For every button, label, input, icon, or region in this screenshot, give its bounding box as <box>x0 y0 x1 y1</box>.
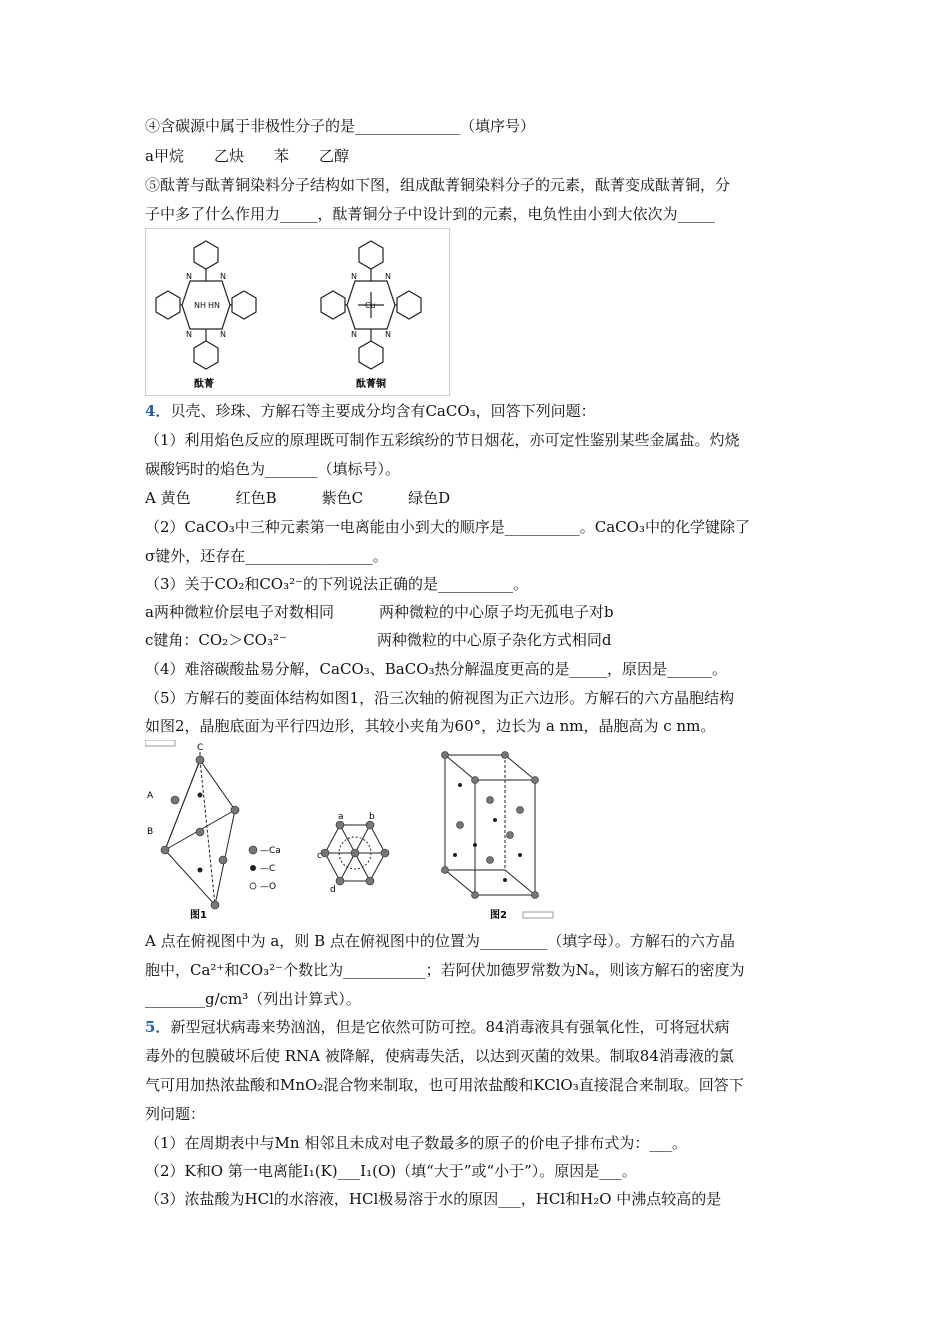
n-atom: N <box>385 272 391 281</box>
benzene-ring-left-right <box>321 291 345 319</box>
ca-ion <box>196 828 204 836</box>
benzene-ring-bottom-right <box>359 341 383 369</box>
q3-part4-options: a甲烷 乙炔 苯 乙醇 <box>145 147 349 165</box>
label-hex-b: b <box>369 812 375 822</box>
q4-sub2-line1: （2）CaCO₃中三种元素第一电离能由小到大的顺序是__________。CaCO₃中的化学键除了 <box>145 518 750 536</box>
n-atom: N <box>220 272 226 281</box>
caption-phthalocyanine: 酞菁 <box>194 379 214 390</box>
label-a: A <box>147 791 154 801</box>
q4-sub5-line1: （5）方解石的菱面体结构如图1，沿三次轴的俯视图为正六边形。方解石的六方晶胞结构 <box>145 689 735 707</box>
benzene-ring-bottom-left <box>194 341 218 369</box>
c-atom <box>198 868 203 873</box>
n-atom: N <box>351 330 357 339</box>
n-atom: N <box>186 272 192 281</box>
label-hex-c: c <box>317 851 322 861</box>
q4-sub5-line3: A 点在俯视图中为 a，则 B 点在俯视图中的位置为_________（填字母）。方解石的六方晶 <box>145 932 735 950</box>
ca-ion <box>211 901 219 909</box>
q5-line3: 气可用加热浓盐酸和MnO₂混合物来制取，也可用浓盐酸和KClO₃直接混合来制取。回答下 <box>145 1076 744 1094</box>
q4-sub3-question: （3）关于CO₂和CO₃²⁻的下列说法正确的是__________。 <box>145 575 529 593</box>
legend-c: —C <box>260 864 276 874</box>
n-atom: N <box>186 330 192 339</box>
q3-part5-line1: ⑤酞菁与酞菁铜染料分子结构如下图，组成酞菁铜染料分子的元素，酞菁变成酞菁铜，分 <box>145 176 731 194</box>
atom-legend <box>249 846 281 892</box>
label-hex-a: a <box>338 812 344 822</box>
legend-o: —O <box>260 882 277 892</box>
phthalocyanine-structures <box>146 229 449 395</box>
ca-ion <box>196 756 204 764</box>
q4-sub5-line5: ________g/cm³（列出计算式）。 <box>145 990 361 1008</box>
benzene-ring-top-left <box>194 241 218 269</box>
n-atom: N <box>351 272 357 281</box>
ca-ion <box>161 846 169 854</box>
q4-sub3-options-cd: c键角：CO₂＞CO₃²⁻ 两种微粒的中心原子杂化方式相同d <box>145 631 612 649</box>
q4-sub1-options: A 黄色 红色B 紫色C 绿色D <box>145 489 451 507</box>
q5-stem: 新型冠状病毒来势汹汹，但是它依然可防可控。84消毒液具有强氧化性，可将冠状病 <box>170 1018 730 1036</box>
q5-number: 5． <box>145 1018 171 1036</box>
calcite-figures <box>145 740 575 920</box>
benzene-ring-top-right <box>359 241 383 269</box>
cu-atom: Cu <box>365 301 376 310</box>
q5-sub2: （2）K和O 第一电离能I₁(K)___I₁(O)（填“大于”或“小于”）。原因是___。 <box>145 1162 637 1180</box>
ca-ion <box>219 856 227 864</box>
label-c-top: C <box>197 743 204 753</box>
legend-o-symbol <box>250 883 256 889</box>
q5-sub3: （3）浓盐酸为HCl的水溶液，HCl极易溶于水的原因___，HCl和H₂O 中沸点较高的是 <box>145 1190 722 1208</box>
q3-part5-line2: 子中多了什么作用力_____，酞菁铜分子中设计到的元素，电负性由小到大依次为_____ <box>145 205 716 223</box>
n-atom: N <box>385 330 391 339</box>
caption-cu-phthalocyanine: 酞菁铜 <box>356 379 386 390</box>
legend-c-symbol <box>250 865 256 871</box>
n-atom: N <box>220 330 226 339</box>
fig2-caption: 图2 <box>490 910 507 920</box>
benzene-ring-left-left <box>156 291 180 319</box>
phthalocyanine-figure <box>145 228 450 396</box>
q5-line4: 列问题： <box>145 1105 206 1123</box>
q4-sub5-line4: 胞中，Ca²⁺和CO₃²⁻个数比为___________；若阿伏加德罗常数为Nₐ，则该方解石的密度为 <box>145 961 745 979</box>
q3-part4-question: ④含碳源中属于非极性分子的是______________（填序号） <box>145 117 536 135</box>
label-hex-d: d <box>330 885 336 895</box>
q4-number: 4． <box>145 402 171 420</box>
ca-ion <box>231 806 239 814</box>
ca-ion <box>171 796 179 804</box>
q4-sub5-line2: 如图2，晶胞底面为平行四边形，其较小夹角为60°，边长为 a nm，晶胞高为 c nm。 <box>145 717 716 735</box>
q4-sub3-options-ab: a两种微粒价层电子对数相同 两种微粒的中心原子均无孤电子对b <box>145 603 614 621</box>
label-b: B <box>147 827 154 837</box>
legend-ca-symbol <box>249 846 257 854</box>
q4-sub2-line2: σ键外，还存在_________________。 <box>145 547 388 565</box>
fig1-caption: 图1 <box>190 910 207 920</box>
q5-sub1: （1）在周期表中与Mn 相邻且未成对电子数最多的原子的价电子排布式为：___。 <box>145 1134 687 1152</box>
q4-sub1-line1: （1）利用焰色反应的原理既可制作五彩缤纷的节日烟花，亦可定性鉴别某些金属盐。灼烧 <box>145 431 740 449</box>
benzene-ring-right-right <box>397 291 421 319</box>
nh-group: NH <box>194 301 206 310</box>
q5-heading <box>145 1017 730 1037</box>
q4-stem: 贝壳、珍珠、方解石等主要成分均含有CaCO₃，回答下列问题： <box>170 402 596 420</box>
q4-heading <box>145 401 596 421</box>
hn-group: HN <box>208 301 220 310</box>
q4-sub4: （4）难溶碳酸盐易分解，CaCO₃、BaCO₃热分解温度更高的是_____，原因是______。 <box>145 660 728 678</box>
q5-line2: 毒外的包膜破坏后使 RNA 被降解，使病毒失活，以达到灭菌的效果。制取84消毒液的氯 <box>145 1047 734 1065</box>
legend-ca: —Ca <box>260 846 281 856</box>
calcite-structures <box>145 740 575 920</box>
q4-sub1-line2: 碳酸钙时的焰色为_______（填标号）。 <box>145 460 401 478</box>
c-atom <box>198 793 203 798</box>
benzene-ring-right-left <box>232 291 256 319</box>
